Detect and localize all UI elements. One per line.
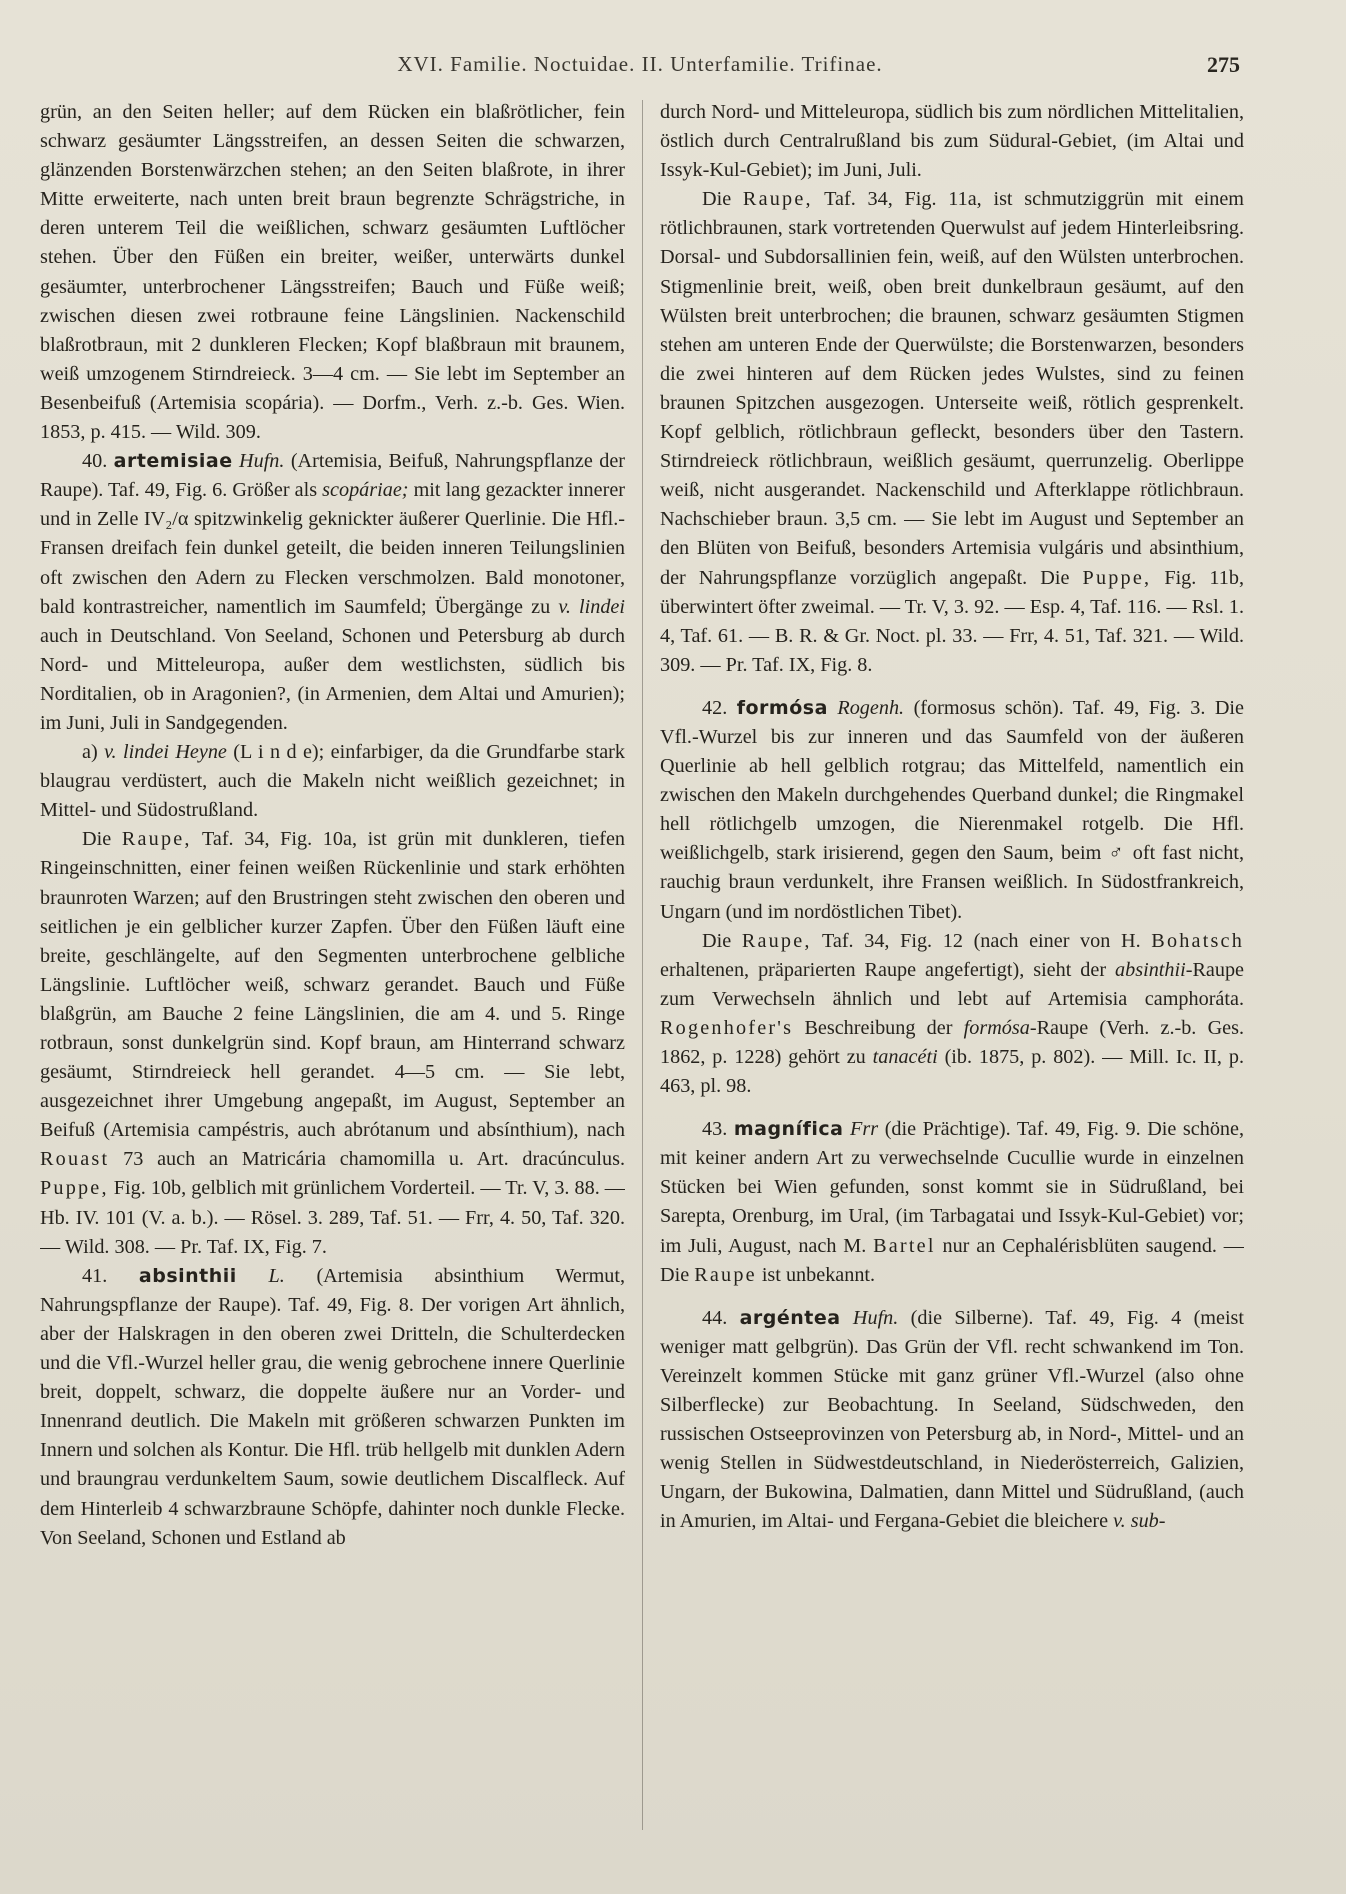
text-run: Taf. 34, Fig. 10a, ist grün mit dunkleren, tiefen Ringeinschnitten, einer feinen weißen Rückenlinie und stark erhöhten braunroten Warzen; auf den Brustringen steht zwischen den oberen und seitlichen je ein gelblicher kurzer Zapfen. Über den Füßen läuft eine breite, geschlängelte, auf den Segmenten unterbrochene gelbliche Längslinie. Luftlöcher weiß, schwarz gerandet. Bauch und Füße blaßgrün, am Bauche 2 feine Längslinien, die am 4. und 5. Ringe rotbraun, sonst dunkelgrün sind. Kopf braun, am Hinterrand schwarz gesäumt, Stirndreieck hell gerandet. 4—5 cm. — Sie lebt, ausgezeichnet ihrer Umgebung angepaßt, im August, September an Beifuß (Artemisia campéstris, auch abrótanum und absínthium), nach — [40, 828, 625, 1142]
entry-43-magnifica — [660, 1115, 1244, 1290]
variety-reference: v. lindei — [558, 595, 625, 618]
entry-text: (formosus schön). Taf. 49, Fig. 3. Die Vfl.-Wurzel bis zur inneren und das Saumfeld von der äußeren Querlinie ab hell gelblich rotgrau; das Mittelfeld, namentlich ein zwischen den Makeln durchgehendes Querband dunkel; die Ringmakel hell rötlichgelb umzogen, die Nierenmakel rotgelb. Die Hfl. weißlichgelb, stark irisierend, gegen den Saum, beim ♂ oft fast nicht, rauchig braun verdunkelt, ihre Fransen weißlich. In Südostfrankreich, Ungarn (und im nordöstlichen Tibet). — [660, 696, 1244, 923]
variety-name: v. lindei Heyne — [104, 741, 227, 764]
variety-marker: a) — [82, 741, 98, 764]
text-run: 73 auch an Matricária chamomilla u. Art. dracúnculus. — [123, 1148, 625, 1171]
text-run: Fig. 10b, gelblich mit grünlichem Vorderteil. — Tr. V, 3. 88. — Hb. IV. 101 (V. a. b.). — Rösel. 3. 289, Taf. 51. — Frr, 4. 50, Taf. 320. — Wild. 308. — Pr. Taf. IX, Fig. 7. — [40, 1177, 625, 1258]
entry-number: 40. — [82, 450, 108, 473]
spaced-term-raupe: Raupe, — [121, 828, 192, 851]
entry-number: 42. — [702, 696, 728, 719]
column-divider — [642, 100, 643, 1830]
variety-reference: v. sub- — [1113, 1510, 1166, 1533]
running-title: XVI. Familie. Noctuidae. II. Unterfamilie. Trifinae. — [397, 52, 883, 76]
entry-text: (Artemisia absinthium Wermut, Nahrungspflanze der Raupe). Taf. 49, Fig. 8. Der vorigen Art ähnlich, aber der Halskragen in den oberen zwei Dritteln, die Schulterdecken und die Vfl.-Wurzel heller grau, die wenig gebrochene innere Querlinie breit, doppelt, schwarz, die doppelte äußere nur an Vorder- und Innenrand deutlich. Die Makeln mit größeren schwarzen Punkten im Innern und solchen als Kontur. Die Hfl. trüb hellgelb mit dunklen Adern und braungrau verdunkeltem Saum, sowie deutlichem Discalfleck. Auf dem Hinterleib 4 schwarzbraune Schöpfe, dahinter noch dunkle Flecke. Von Seeland, Schonen und Estland ab — [40, 1264, 625, 1549]
left-column — [40, 98, 625, 1838]
larva-description-artemisiae — [40, 825, 625, 1261]
entry-text: mit lang gezackter innerer und in Zelle IV₂/α spitzwinkelig geknickter äußerer Querlinie. Die Hfl.-Fransen dreifach fein dunkel geteilt, die beiden inneren Teilungslinien oft zwischen den Adern zu Flecken verschmolzen. Bald monotoner, bald kontrastreicher, namentlich im Saumfeld; Übergänge zu — [40, 479, 625, 618]
spaced-name-bohatsch: Bohatsch — [1151, 929, 1244, 952]
entry-text: ist unbekannt. — [761, 1263, 876, 1286]
larva-description-absinthii — [660, 185, 1244, 680]
paragraph-continued: durch Nord- und Mitteleuropa, südlich bis zum nördlichen Mittelitalien, östlich durch Centralrußland bis zum Südural-Gebiet, (im Altai und Issyk-Kul-Gebiet); im Juni, Juli. — [660, 101, 1244, 182]
species-name: artemisiae — [113, 450, 233, 473]
entry-41-absinthii — [40, 1262, 625, 1553]
species-author: L. — [268, 1264, 285, 1287]
species-author: Hufn. — [852, 1306, 899, 1329]
text-run: Taf. 34, Fig. 11a, ist schmutziggrün mit einem rötlichbraunen, stark vortretenden Querwulst auf jedem Hinterleibsring. Dorsal- und Subdorsallinien fein, weiß, auf den Wülsten unterbrochen. Stigmenlinie breit, weiß, oben breit dunkelbraun gesäumt, auf den Wülsten breit unterbrochen; die braunen, schwarz gesäumten Stigmen stehen am unteren Ende der Querwülste; die Borstenwarzen, besonders die zwei hinteren auf dem Rücken jedes Wulstes, sind zu feinen braunen Spitzchen ausgezogen. Unterseite weiß, rötlich gesprenkelt. Kopf gelblich, rötlichbraun gefleckt, besonders über den Tastern. Stirndreieck rötlichbraun, weißlich gesäumt, querrunzelig. Oberlippe weiß, nicht ausgerandet. Nackenschild und Afterklappe rötlichbraun. Nachschieber braun. 3,5 cm. — Sie lebt im August und September an den Blüten von Beifuß, besonders Artemisia vulgáris und absinthium, der Nahrungspflanze vorzüglich angepaßt. Die — [660, 188, 1244, 589]
text-run: -Raupe (Verh. z.-b. Ges. 1862, p. 1228) gehört zu — [660, 1016, 1244, 1068]
text-run: Fig. 11b, überwintert öfter zweimal. — Tr. V, 3. 92. — Esp. 4, Taf. 116. — Rsl. 1. 4, Taf. 61. — B. R. & Gr. Noct. pl. 33. — Frr, 4. 51, Taf. 321. — Wild. 309. — Pr. Taf. IX, Fig. 8. — [660, 566, 1244, 676]
paragraph-continued: grün, an den Seiten heller; auf dem Rücken ein blaßrötlicher, fein schwarz gesäumter Längsstreifen, an dessen Seiten die schwarzen, glänzenden Borstenwärzchen stehen; an den Seiten blaßrote, in ihrer Mitte erweiterte, nach unten breit braun begrenzte Schrägstriche, in deren unterem Teil die weißlichen, schwarz gesäumten Luftlöcher stehen. Über den Füßen ein breiter, weißer, unterwärts dunkel gesäumter, unterbrochener Längsstreifen; Bauch und Füße weiß; zwischen diesen zwei rotbraune feine Längslinien. Nackenschild blaßrotbraun, mit 2 dunkleren Flecken; Kopf blaßbraun mit braunem, weiß umzogenem Stirndreieck. 3—4 cm. — Sie lebt im September an Besenbeifuß (Artemisia scopária). — Dorfm., Verh. z.-b. Ges. Wien. 1853, p. 415. — Wild. 309. — [40, 101, 625, 444]
species-name: formósa — [736, 696, 828, 719]
entry-text: (die Prächtige). Taf. 49, Fig. 9. Die schöne, mit keiner andern Art zu verwechselnde Cucullie wurde in einzelnen Stücken bei Wien gefunden, sonst kommt sie in Südrußland, bei Sarepta, Orenburg, im Ural, (im Tarbagatai und Issyk-Kul-Gebiet) vor; im Juli, August, nach M. — [660, 1118, 1244, 1257]
variety-lindei — [40, 738, 625, 825]
larva-description-formosa — [660, 927, 1244, 1102]
text-run: Die — [82, 828, 112, 851]
variety-text: (L i n d e); einfarbiger, da die Grundfarbe stark blaugrau verdüstert, auch die Makeln nicht weißlich gezeichnet; in Mittel- und Südostrußland. — [40, 741, 625, 822]
text-run: Die — [702, 929, 732, 952]
species-reference: tanacéti — [872, 1046, 938, 1068]
spaced-term-raupe: Raupe, — [742, 188, 813, 211]
species-reference: absinthii — [1115, 958, 1186, 981]
entry-text: (die Silberne). Taf. 49, Fig. 4 (meist weniger matt gelbgrün). Das Grün der Vfl. recht schwankend im Ton. Vereinzelt kommen Stücke mit ganz grüner Vfl.-Wurzel (also ohne Silberflecke) zur Beobachtung. In Seeland, Südschweden, den russischen Ostseeprovinzen von Petersburg ab, in Nord-, Mittel- und an wenig Stellen in Südwestdeutschland, in Niederösterreich, Galizien, Ungarn, der Bukowina, Dalmatien, dann Mittel und Südrußland, (auch in Amurien, im Altai- und Fergana-Gebiet die bleichere — [660, 1306, 1244, 1533]
species-reference: scopáriae; — [322, 479, 409, 502]
page-number: 275 — [1207, 52, 1240, 77]
text-run: Taf. 34, Fig. 12 (nach einer von H. — [821, 929, 1141, 952]
entry-42-formosa — [660, 694, 1244, 927]
spaced-term-raupe: Raupe — [694, 1263, 757, 1286]
spaced-name-rogenhofer: Rogenhofer's — [660, 1016, 794, 1039]
spaced-term-puppe: Puppe, — [40, 1177, 109, 1200]
running-header — [40, 52, 1240, 86]
species-author: Rogenh. — [837, 696, 905, 719]
species-name: absinthii — [138, 1264, 237, 1287]
entry-44-argentea — [660, 1304, 1244, 1537]
text-run: -Raupe zum Verwechseln ähnlich und lebt auf Artemisia camphoráta. — [660, 958, 1244, 1010]
entry-number: 41. — [82, 1264, 108, 1287]
entry-text: auch in Deutschland. Von Seeland, Schonen und Petersburg ab durch Nord- und Mitteleuropa, außer dem westlichsten, südlich bis Norditalien, ob in Aragonien?, (in Armenien, dem Altai und Amurien); im Juni, Juli in Sandgegenden. — [40, 624, 625, 734]
species-reference: formósa — [963, 1016, 1030, 1039]
entry-number: 44. — [702, 1306, 728, 1329]
text-run: Die — [702, 188, 732, 211]
species-name: argéntea — [739, 1306, 841, 1329]
entry-number: 43. — [702, 1118, 728, 1141]
spaced-name-bartel: Bartel — [873, 1234, 936, 1257]
entry-text: (Artemisia, Beifuß, Nahrungspflanze der Raupe). Taf. 49, Fig. 6. Größer als — [40, 450, 625, 502]
species-author: Frr — [850, 1118, 879, 1141]
text-run: (ib. 1875, p. 802). — Mill. Ic. II, p. 463, pl. 98. — [660, 1046, 1244, 1098]
species-author: Hufn. — [239, 450, 285, 473]
spaced-term-puppe: Puppe, — [1082, 566, 1152, 589]
text-run: erhaltenen, präparierten Raupe angefertigt), sieht der — [660, 958, 1107, 981]
text-run: Beschreibung der — [804, 1016, 953, 1039]
entry-text: nur an Cephalérisblüten saugend. — Die — [660, 1234, 1244, 1286]
entry-40-artemisiae — [40, 447, 625, 738]
spaced-name-rouast: Rouast — [40, 1148, 110, 1171]
species-name: magnífica — [733, 1118, 844, 1141]
right-column — [660, 98, 1244, 1838]
spaced-term-raupe: Raupe, — [741, 929, 812, 952]
